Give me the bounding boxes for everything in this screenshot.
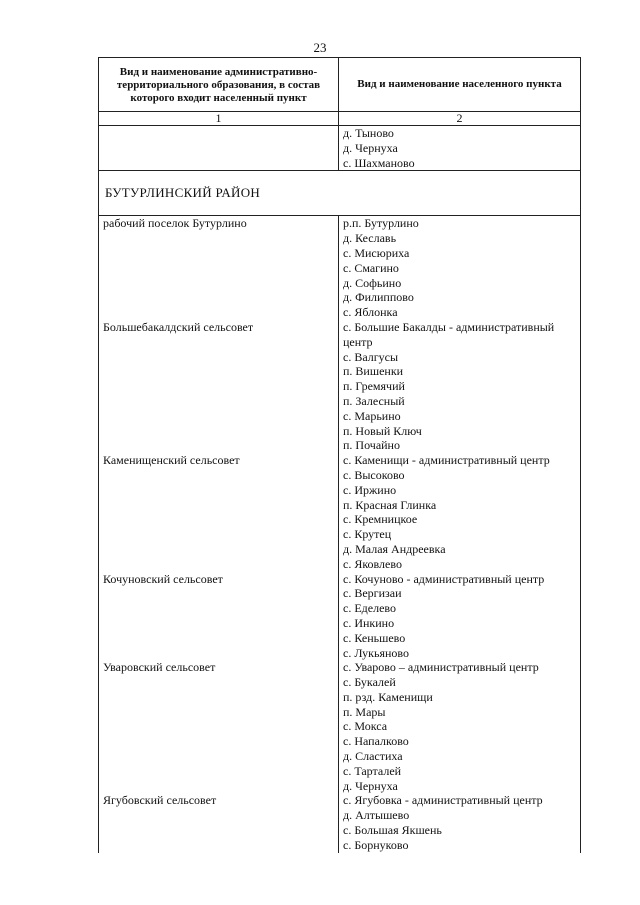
settlement-item: с. Большая Якшень xyxy=(343,823,442,838)
continuation-left-cell xyxy=(99,126,339,171)
settlement-item: п. рзд. Каменищи xyxy=(343,689,433,704)
settlement-item: д. Сластиха xyxy=(343,749,403,764)
settlement-item: с. Лукьяново xyxy=(343,645,409,660)
settlement-item: с. Иржино xyxy=(343,482,397,497)
settlement-item: с. Букалей xyxy=(343,675,396,690)
settlement-item: с. Каменищи - административный центр xyxy=(343,453,550,468)
admin-unit-name: Уваровский сельсовет xyxy=(99,660,339,793)
district-row xyxy=(99,171,581,216)
admin-unit-name: рабочий поселок Бутурлино xyxy=(99,216,339,320)
settlement-item: с. Высоково xyxy=(343,467,405,482)
group-row xyxy=(99,660,581,793)
settlement-item: д. Кеславь xyxy=(343,231,397,246)
column-header-2: Вид и наименование населенного пункта xyxy=(339,58,581,112)
continuation-right-cell xyxy=(339,126,581,171)
settlement-list xyxy=(339,453,581,571)
settlement-item: д. Малая Андреевка xyxy=(343,541,446,556)
group-row xyxy=(99,572,581,661)
settlement-item: с. Мокса xyxy=(343,719,388,734)
settlement-item: п. Красная Глинка xyxy=(343,497,437,512)
settlement-list xyxy=(339,572,581,661)
group-row xyxy=(99,453,581,571)
district-heading: БУТУРЛИНСКИЙ РАЙОН xyxy=(99,171,581,216)
admin-unit-name: Ягубовский сельсовет xyxy=(99,793,339,852)
settlement-item: п. Гремячий xyxy=(343,379,405,394)
settlement-item: с. Кремницкое xyxy=(343,512,418,527)
settlement-item: с. Кеньшево xyxy=(343,630,406,645)
column-number-2: 2 xyxy=(339,112,581,126)
settlement-item: п. Вишенки xyxy=(343,364,404,379)
settlement-item: д. Филиппово xyxy=(343,290,414,305)
group-row xyxy=(99,216,581,320)
settlement-item: с. Крутец xyxy=(343,527,392,542)
column-number-1: 1 xyxy=(99,112,339,126)
settlement-list xyxy=(339,793,581,852)
admin-unit-name: Кочуновский сельсовет xyxy=(99,572,339,661)
settlement-item: с. Еделево xyxy=(343,601,396,616)
settlement-item: п. Мары xyxy=(343,704,386,719)
settlement-item: с. Мисюриха xyxy=(343,245,410,260)
settlement-item: п. Почайно xyxy=(343,438,400,453)
settlement-item: с. Напалково xyxy=(343,734,409,749)
settlement-item: с. Вергизаи xyxy=(343,586,402,601)
settlement-item: с. Яковлево xyxy=(343,556,402,571)
settlement-item: с. Уварово – административный центр xyxy=(343,660,539,675)
settlement-item: д. Софьино xyxy=(343,275,402,290)
settlement-item: п. Залесный xyxy=(343,393,405,408)
settlement-item: с. Инкино xyxy=(343,615,395,630)
settlements-table xyxy=(98,57,581,853)
settlement-item: с. Смагино xyxy=(343,260,399,275)
page-number: 23 xyxy=(313,40,327,55)
settlement-item: д. Тыново xyxy=(343,126,394,140)
admin-unit-name: Большебакалдский сельсовет xyxy=(99,320,339,453)
settlement-item: д. Алтышево xyxy=(343,808,410,823)
settlement-item: с. Ягубовка - административный центр xyxy=(343,793,543,808)
group-row xyxy=(99,320,581,453)
column-header-1: Вид и наименование административно-территориального образования, в состав которого входит населенный пункт xyxy=(99,58,339,112)
settlement-item: п. Новый Ключ xyxy=(343,423,422,438)
settlement-list xyxy=(339,320,581,453)
settlement-list xyxy=(339,216,581,320)
settlement-item: д. Чернуха xyxy=(343,778,398,793)
settlement-list xyxy=(339,660,581,793)
settlement-item: д. Чернуха xyxy=(343,140,398,155)
settlement-item: с. Валгусы xyxy=(343,349,399,364)
settlement-item: с. Борнуково xyxy=(343,837,409,852)
settlement-item: с. Марьино xyxy=(343,408,401,423)
continuation-row xyxy=(99,126,581,171)
settlement-item: р.п. Бутурлино xyxy=(343,216,419,231)
settlement-item: с. Тарталей xyxy=(343,763,402,778)
admin-unit-name: Каменищенский сельсовет xyxy=(99,453,339,571)
settlement-item: с. Шахманово xyxy=(343,155,415,170)
settlement-item: с. Кочуново - административный центр xyxy=(343,571,545,586)
settlement-item: с. Яблонка xyxy=(343,305,398,320)
settlement-item: с. Большие Бакалды - административный центр xyxy=(343,319,555,349)
group-row xyxy=(99,793,581,852)
